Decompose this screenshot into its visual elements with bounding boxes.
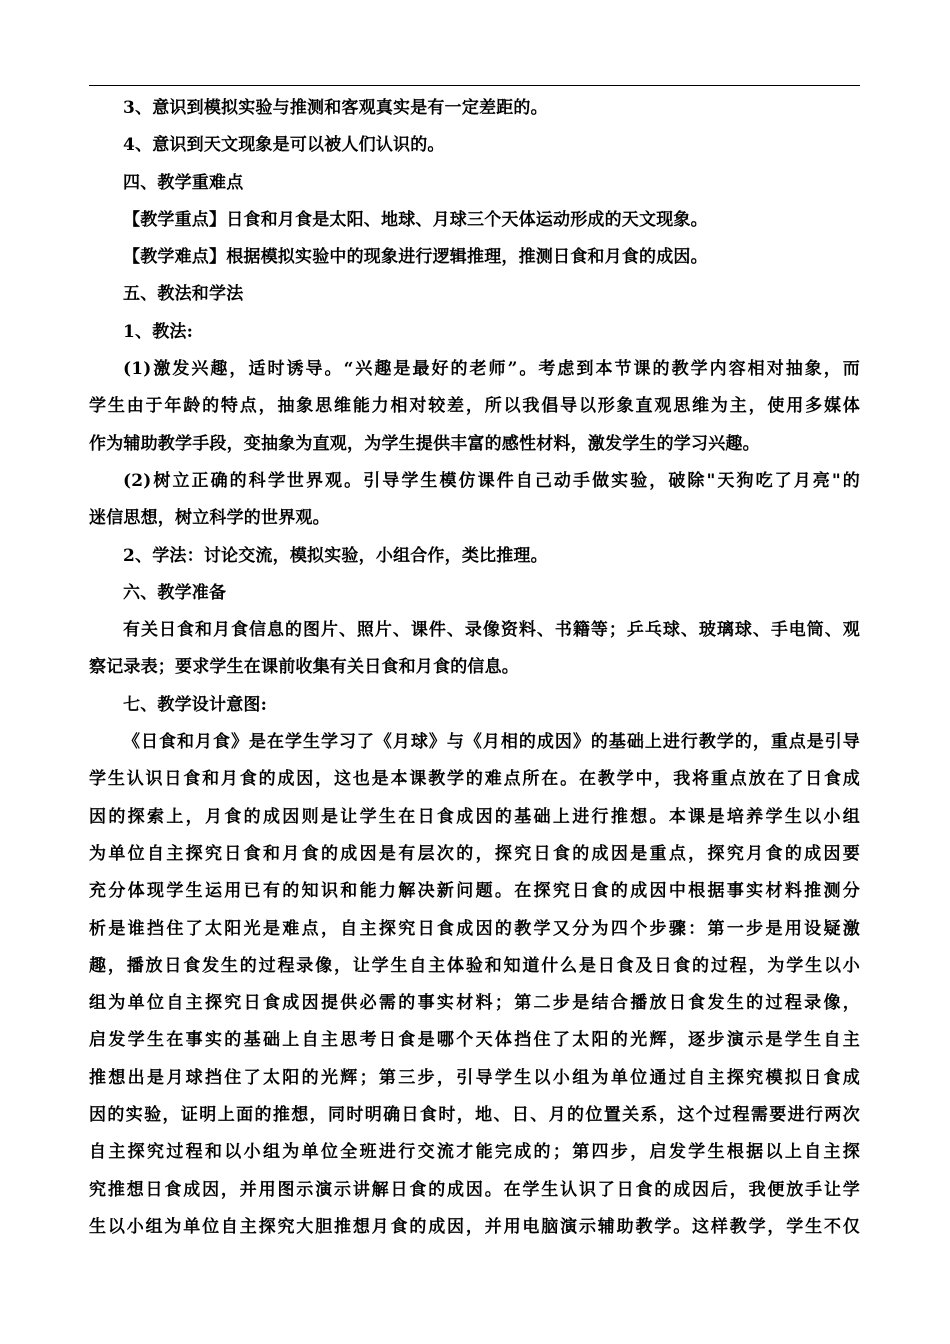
paragraph-line: 迷信思想，树立科学的世界观。 <box>89 508 330 529</box>
paragraph-line: 推想出是月球挡住了太阳的光辉；第三步，引导学生以小组为单位通过自主探究模拟日食成 <box>89 1067 860 1088</box>
paragraph-line: 有关日食和月食信息的图片、照片、课件、录像资料、书籍等；乒乓球、玻璃球、手电筒、观 <box>123 620 860 641</box>
paragraph-line: 析是谁挡住了太阳光是难点，自主探究日食成因的教学又分为四个步骤：第一步是用设疑激 <box>89 918 860 939</box>
document-body <box>89 90 860 1246</box>
paragraph-line: 启发学生在事实的基础上自主思考日食是哪个天体挡住了太阳的光辉，逐步演示是学生自主 <box>89 1030 860 1051</box>
text-line: 2、学法：讨论交流，模拟实验，小组合作，类比推理。 <box>123 545 548 566</box>
paragraph-line: (2)树立正确的科学世界观。引导学生模仿课件自己动手做实验，破除"天狗吃了月亮"的 <box>123 470 860 491</box>
paragraph-line: 《日食和月食》是在学生学习了《月球》与《月相的成因》的基础上进行教学的，重点是引导 <box>123 732 860 753</box>
section-heading: 六、教学准备 <box>123 582 227 603</box>
paragraph-line: 察记录表；要求学生在课前收集有关日食和月食的信息。 <box>89 657 519 678</box>
paragraph-line: 学生认识日食和月食的成因，这也是本课教学的难点所在。在教学中，我将重点放在了日食成 <box>89 769 860 790</box>
text-line: 【教学重点】日食和月食是太阳、地球、月球三个天体运动形成的天文现象。 <box>123 209 708 230</box>
header-rule <box>89 85 860 86</box>
paragraph-line: 为单位自主探究日食和月食的成因是有层次的，探究日食的成因是重点，探究月食的成因要 <box>89 843 860 864</box>
subheading: 1、教法: <box>123 321 194 342</box>
paragraph-line: 究推想日食成因，并用图示演示讲解日食的成因。在学生认识了日食的成因后，我便放手让学 <box>89 1179 860 1200</box>
paragraph-line: 因的实验，证明上面的推想，同时明确日食时，地、日、月的位置关系，这个过程需要进行两次 <box>89 1105 860 1126</box>
paragraph-line: 自主探究过程和以小组为单位全班进行交流才能完成的；第四步，启发学生根据以上自主探 <box>89 1142 860 1163</box>
section-heading: 五、教法和学法 <box>123 284 244 305</box>
section-heading: 四、教学重难点 <box>123 172 244 193</box>
paragraph-line: (1)激发兴趣，适时诱导。“兴趣是最好的老师”。考虑到本节课的教学内容相对抽象，而 <box>123 359 860 380</box>
text-line: 3、意识到模拟实验与推测和客观真实是有一定差距的。 <box>123 98 548 118</box>
paragraph-line: 生以小组为单位自主探究大胆推想月食的成因，并用电脑演示辅助教学。这样教学，学生不仅 <box>89 1216 860 1237</box>
paragraph-line: 趣，播放日食发生的过程录像，让学生自主体验和知道什么是日食及日食的过程，为学生以小 <box>89 955 860 976</box>
paragraph-line: 充分体现学生运用已有的知识和能力解决新问题。在探究日食的成因中根据事实材料推测分 <box>89 881 860 902</box>
section-heading: 七、教学设计意图: <box>123 694 268 715</box>
paragraph-line: 因的探索上，月食的成因则是让学生在日食成因的基础上进行推想。本课是培养学生以小组 <box>89 806 860 827</box>
paragraph-line: 组为单位自主探究日食成因提供必需的事实材料；第二步是结合播放日食发生的过程录像， <box>89 993 860 1014</box>
paragraph-line: 学生由于年龄的特点，抽象思维能力相对较差，所以我倡导以形象直观思维为主，使用多媒体 <box>89 396 860 417</box>
paragraph-line: 作为辅助教学手段，变抽象为直观，为学生提供丰富的感性材料，激发学生的学习兴趣。 <box>89 433 760 454</box>
text-line: 【教学难点】根据模拟实验中的现象进行逻辑推理，推测日食和月食的成因。 <box>123 247 708 268</box>
text-line: 4、意识到天文现象是可以被人们认识的。 <box>123 135 445 156</box>
